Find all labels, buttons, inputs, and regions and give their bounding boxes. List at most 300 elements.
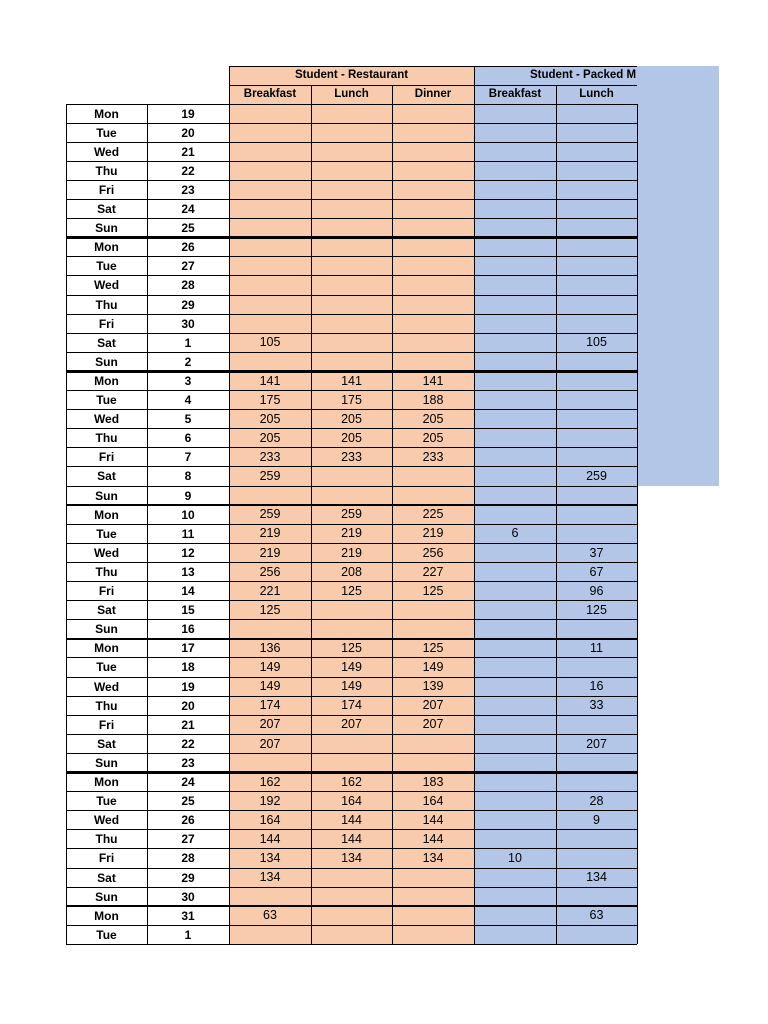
meal-count-cell[interactable] — [392, 104, 474, 123]
meal-count-cell[interactable]: 141 — [341, 373, 362, 388]
meal-count-cell[interactable] — [311, 868, 392, 887]
meal-count-cell[interactable] — [311, 486, 392, 505]
row-day[interactable]: Tue — [96, 660, 117, 675]
meal-count-cell[interactable]: 256 — [259, 564, 281, 579]
meal-count-cell[interactable]: 207 — [422, 698, 444, 713]
meal-count-cell[interactable] — [229, 257, 311, 276]
meal-count-cell[interactable] — [474, 238, 556, 257]
meal-count-cell[interactable]: 205 — [259, 411, 281, 426]
group-header-restaurant[interactable]: Student - Restaurant — [294, 68, 409, 81]
meal-count-cell[interactable]: 125 — [422, 641, 444, 656]
row-day[interactable]: Sat — [97, 870, 116, 885]
meal-count-cell[interactable]: 164 — [422, 793, 444, 808]
meal-count-cell[interactable]: 105 — [259, 335, 281, 350]
row-day[interactable]: Thu — [95, 431, 118, 446]
column-header-lunch-packed[interactable]: Lunch — [579, 87, 614, 100]
meal-count-cell[interactable] — [392, 887, 474, 906]
meal-count-cell[interactable] — [474, 562, 556, 581]
meal-count-cell[interactable] — [229, 620, 311, 639]
meal-count-cell[interactable] — [556, 142, 637, 161]
meal-count-cell[interactable]: 259 — [259, 507, 281, 522]
meal-count-cell[interactable]: 259 — [586, 469, 607, 484]
row-day[interactable]: Mon — [94, 373, 119, 388]
meal-count-cell[interactable]: 219 — [341, 545, 362, 560]
meal-count-cell[interactable] — [556, 505, 637, 524]
row-date[interactable]: 16 — [181, 622, 195, 637]
meal-count-cell[interactable]: 221 — [259, 583, 281, 598]
row-day[interactable]: Sun — [95, 622, 118, 637]
meal-count-cell[interactable] — [229, 104, 311, 123]
row-day[interactable]: Sat — [97, 603, 116, 618]
row-day[interactable]: Tue — [96, 259, 117, 274]
meal-count-cell[interactable]: 205 — [341, 430, 362, 445]
meal-count-cell[interactable] — [392, 276, 474, 295]
meal-count-cell[interactable] — [311, 295, 392, 314]
meal-count-cell[interactable] — [474, 696, 556, 715]
meal-count-cell[interactable]: 141 — [422, 373, 444, 388]
meal-count-cell[interactable] — [229, 123, 311, 142]
meal-count-cell[interactable] — [311, 257, 392, 276]
meal-count-cell[interactable] — [474, 410, 556, 429]
meal-count-cell[interactable]: 28 — [589, 793, 604, 808]
meal-count-cell[interactable] — [311, 104, 392, 123]
meal-count-cell[interactable]: 136 — [259, 641, 281, 656]
meal-count-cell[interactable]: 256 — [422, 545, 444, 560]
meal-count-cell[interactable] — [474, 639, 556, 658]
row-day[interactable]: Fri — [98, 182, 115, 197]
row-date[interactable]: 27 — [181, 832, 195, 847]
meal-count-cell[interactable]: 134 — [341, 851, 362, 866]
meal-count-cell[interactable]: 164 — [341, 793, 362, 808]
meal-count-cell[interactable]: 96 — [589, 583, 604, 598]
row-day[interactable]: Fri — [98, 450, 115, 465]
meal-count-cell[interactable] — [474, 104, 556, 123]
meal-count-cell[interactable] — [556, 238, 637, 257]
meal-count-cell[interactable] — [311, 142, 392, 161]
meal-count-cell[interactable]: 134 — [259, 851, 281, 866]
meal-count-cell[interactable]: 16 — [589, 679, 604, 694]
meal-count-cell[interactable]: 208 — [341, 564, 362, 579]
meal-count-cell[interactable] — [229, 219, 311, 238]
meal-count-cell[interactable] — [474, 257, 556, 276]
row-date[interactable]: 17 — [181, 641, 195, 656]
meal-count-cell[interactable] — [474, 868, 556, 887]
meal-count-cell[interactable] — [474, 352, 556, 371]
meal-count-cell[interactable]: 188 — [422, 392, 444, 407]
meal-count-cell[interactable]: 144 — [341, 812, 362, 827]
row-date[interactable]: 12 — [181, 545, 195, 560]
meal-count-cell[interactable]: 144 — [341, 832, 362, 847]
meal-count-cell[interactable] — [474, 391, 556, 410]
row-date[interactable]: 6 — [184, 431, 192, 446]
meal-count-cell[interactable] — [392, 238, 474, 257]
meal-count-cell[interactable] — [556, 200, 637, 219]
meal-count-cell[interactable]: 174 — [341, 698, 362, 713]
row-day[interactable]: Thu — [95, 832, 118, 847]
meal-count-cell[interactable]: 219 — [259, 545, 281, 560]
meal-count-cell[interactable] — [556, 219, 637, 238]
column-header-dinner-restaurant[interactable]: Dinner — [414, 87, 452, 100]
meal-count-cell[interactable] — [474, 200, 556, 219]
row-date[interactable]: 29 — [181, 870, 195, 885]
meal-count-cell[interactable] — [474, 429, 556, 448]
row-day[interactable]: Thu — [95, 163, 118, 178]
column-header-breakfast-packed[interactable]: Breakfast — [488, 87, 542, 100]
meal-count-cell[interactable] — [392, 123, 474, 142]
meal-count-cell[interactable] — [474, 792, 556, 811]
row-day[interactable]: Wed — [93, 813, 120, 828]
meal-count-cell[interactable]: 144 — [422, 832, 444, 847]
row-day[interactable]: Mon — [94, 507, 119, 522]
meal-count-cell[interactable] — [556, 849, 637, 868]
meal-count-cell[interactable]: 134 — [422, 851, 444, 866]
row-day[interactable]: Tue — [96, 125, 117, 140]
row-date[interactable]: 20 — [181, 698, 195, 713]
meal-count-cell[interactable]: 174 — [259, 698, 281, 713]
row-day[interactable]: Wed — [93, 679, 120, 694]
meal-count-cell[interactable]: 225 — [422, 507, 444, 522]
row-day[interactable]: Fri — [98, 851, 115, 866]
meal-count-cell[interactable] — [311, 887, 392, 906]
meal-count-cell[interactable] — [556, 391, 637, 410]
meal-count-cell[interactable] — [392, 352, 474, 371]
meal-count-cell[interactable] — [229, 238, 311, 257]
meal-count-cell[interactable] — [474, 333, 556, 352]
row-date[interactable]: 22 — [181, 163, 195, 178]
meal-count-cell[interactable] — [229, 142, 311, 161]
meal-count-cell[interactable]: 207 — [341, 717, 362, 732]
meal-count-cell[interactable] — [311, 620, 392, 639]
row-date[interactable]: 25 — [181, 794, 195, 809]
meal-count-cell[interactable]: 164 — [259, 812, 281, 827]
row-date[interactable]: 23 — [181, 755, 195, 770]
row-date[interactable]: 20 — [181, 125, 195, 140]
meal-count-cell[interactable] — [392, 868, 474, 887]
meal-count-cell[interactable]: 67 — [589, 564, 604, 579]
row-date[interactable]: 10 — [181, 507, 195, 522]
meal-count-cell[interactable] — [474, 161, 556, 180]
meal-count-cell[interactable] — [392, 161, 474, 180]
row-date[interactable]: 5 — [184, 412, 192, 427]
meal-count-cell[interactable]: 134 — [586, 870, 607, 885]
row-day[interactable]: Sat — [97, 736, 116, 751]
meal-count-cell[interactable]: 125 — [586, 602, 607, 617]
meal-count-cell[interactable] — [474, 467, 556, 486]
meal-count-cell[interactable]: 149 — [422, 660, 444, 675]
meal-count-cell[interactable] — [311, 123, 392, 142]
meal-count-cell[interactable] — [556, 257, 637, 276]
meal-count-cell[interactable] — [392, 219, 474, 238]
row-date[interactable]: 26 — [181, 240, 195, 255]
meal-count-cell[interactable] — [229, 887, 311, 906]
meal-count-cell[interactable] — [229, 314, 311, 333]
row-date[interactable]: 28 — [181, 851, 195, 866]
row-day[interactable]: Tue — [96, 526, 117, 541]
row-day[interactable]: Sun — [95, 354, 118, 369]
meal-count-cell[interactable]: 219 — [422, 526, 444, 541]
row-day[interactable]: Sun — [95, 488, 118, 503]
meal-count-cell[interactable] — [474, 753, 556, 772]
row-date[interactable]: 7 — [184, 450, 192, 465]
meal-count-cell[interactable] — [229, 295, 311, 314]
meal-count-cell[interactable] — [311, 219, 392, 238]
meal-count-cell[interactable] — [474, 620, 556, 639]
meal-count-cell[interactable] — [474, 371, 556, 390]
row-day[interactable]: Wed — [93, 278, 120, 293]
meal-count-cell[interactable] — [474, 486, 556, 505]
meal-count-cell[interactable] — [474, 448, 556, 467]
meal-count-cell[interactable]: 162 — [259, 774, 281, 789]
row-date[interactable]: 1 — [184, 927, 192, 942]
meal-count-cell[interactable]: 227 — [422, 564, 444, 579]
row-date[interactable]: 19 — [181, 679, 195, 694]
row-date[interactable]: 14 — [181, 584, 195, 599]
row-date[interactable]: 2 — [184, 354, 192, 369]
row-day[interactable]: Mon — [94, 106, 119, 121]
meal-count-cell[interactable]: 125 — [422, 583, 444, 598]
meal-count-cell[interactable] — [392, 753, 474, 772]
meal-count-cell[interactable]: 125 — [341, 583, 362, 598]
meal-count-cell[interactable]: 207 — [422, 717, 444, 732]
row-date[interactable]: 15 — [181, 603, 195, 618]
row-day[interactable]: Sun — [95, 755, 118, 770]
row-date[interactable]: 9 — [184, 488, 192, 503]
meal-count-cell[interactable] — [392, 180, 474, 199]
meal-count-cell[interactable] — [474, 142, 556, 161]
meal-count-cell[interactable] — [392, 601, 474, 620]
meal-count-cell[interactable] — [474, 123, 556, 142]
meal-count-cell[interactable] — [556, 352, 637, 371]
meal-count-cell[interactable]: 10 — [508, 851, 522, 866]
row-date[interactable]: 25 — [181, 221, 195, 236]
meal-count-cell[interactable] — [311, 734, 392, 753]
meal-count-cell[interactable] — [556, 620, 637, 639]
meal-count-cell[interactable]: 63 — [263, 908, 277, 923]
row-day[interactable]: Wed — [93, 545, 120, 560]
meal-count-cell[interactable] — [556, 276, 637, 295]
row-date[interactable]: 31 — [181, 908, 195, 923]
meal-count-cell[interactable] — [392, 486, 474, 505]
meal-count-cell[interactable] — [474, 887, 556, 906]
meal-count-cell[interactable] — [556, 429, 637, 448]
meal-count-cell[interactable] — [392, 295, 474, 314]
meal-count-cell[interactable] — [474, 811, 556, 830]
meal-count-cell[interactable] — [474, 658, 556, 677]
meal-count-cell[interactable] — [556, 658, 637, 677]
meal-count-cell[interactable] — [556, 123, 637, 142]
row-day[interactable]: Fri — [98, 584, 115, 599]
meal-count-cell[interactable]: 139 — [422, 679, 444, 694]
meal-count-cell[interactable] — [474, 773, 556, 792]
meal-count-cell[interactable] — [311, 352, 392, 371]
meal-count-cell[interactable] — [556, 715, 637, 734]
meal-count-cell[interactable]: 205 — [422, 430, 444, 445]
meal-count-cell[interactable]: 144 — [259, 832, 281, 847]
meal-count-cell[interactable]: 205 — [259, 430, 281, 445]
meal-count-cell[interactable]: 259 — [341, 507, 362, 522]
meal-count-cell[interactable] — [311, 238, 392, 257]
meal-count-cell[interactable] — [392, 467, 474, 486]
meal-count-cell[interactable] — [311, 200, 392, 219]
meal-count-cell[interactable]: 37 — [589, 545, 604, 560]
meal-count-cell[interactable] — [229, 925, 311, 944]
meal-count-cell[interactable]: 149 — [341, 660, 362, 675]
meal-count-cell[interactable] — [556, 753, 637, 772]
row-date[interactable]: 24 — [181, 202, 195, 217]
row-date[interactable]: 1 — [184, 335, 192, 350]
meal-count-cell[interactable] — [474, 505, 556, 524]
meal-count-cell[interactable] — [392, 314, 474, 333]
meal-count-cell[interactable]: 149 — [341, 679, 362, 694]
meal-count-cell[interactable]: 207 — [259, 736, 281, 751]
meal-count-cell[interactable] — [392, 620, 474, 639]
row-day[interactable]: Sun — [95, 889, 118, 904]
meal-count-cell[interactable] — [474, 925, 556, 944]
meal-count-cell[interactable]: 219 — [259, 526, 281, 541]
meal-count-cell[interactable]: 9 — [593, 812, 600, 827]
row-date[interactable]: 30 — [181, 316, 195, 331]
meal-count-cell[interactable] — [474, 906, 556, 925]
meal-count-cell[interactable] — [474, 219, 556, 238]
meal-count-cell[interactable] — [474, 314, 556, 333]
row-date[interactable]: 19 — [181, 106, 195, 121]
meal-count-cell[interactable]: 175 — [259, 392, 281, 407]
row-day[interactable]: Fri — [98, 717, 115, 732]
row-date[interactable]: 21 — [181, 717, 195, 732]
meal-count-cell[interactable] — [556, 104, 637, 123]
meal-count-cell[interactable] — [229, 200, 311, 219]
row-day[interactable]: Mon — [94, 641, 119, 656]
meal-count-cell[interactable]: 33 — [589, 698, 604, 713]
meal-count-cell[interactable]: 205 — [341, 411, 362, 426]
meal-count-cell[interactable] — [474, 715, 556, 734]
meal-count-cell[interactable] — [311, 601, 392, 620]
meal-count-cell[interactable] — [556, 314, 637, 333]
row-date[interactable]: 30 — [181, 889, 195, 904]
meal-count-cell[interactable]: 6 — [511, 526, 519, 541]
row-date[interactable]: 23 — [181, 182, 195, 197]
meal-count-cell[interactable] — [311, 161, 392, 180]
meal-count-cell[interactable] — [311, 925, 392, 944]
meal-count-cell[interactable] — [311, 314, 392, 333]
row-date[interactable]: 11 — [181, 526, 195, 541]
meal-count-cell[interactable] — [556, 295, 637, 314]
meal-count-cell[interactable] — [229, 486, 311, 505]
meal-count-cell[interactable] — [392, 333, 474, 352]
row-day[interactable]: Tue — [96, 927, 117, 942]
meal-count-cell[interactable]: 141 — [259, 373, 281, 388]
meal-count-cell[interactable]: 11 — [590, 641, 603, 656]
row-date[interactable]: 26 — [181, 813, 195, 828]
meal-count-cell[interactable]: 183 — [422, 774, 444, 789]
meal-count-cell[interactable] — [474, 601, 556, 620]
row-day[interactable]: Wed — [93, 412, 120, 427]
meal-count-cell[interactable]: 125 — [341, 641, 362, 656]
row-day[interactable]: Tue — [96, 794, 117, 809]
row-day[interactable]: Thu — [95, 564, 118, 579]
meal-count-cell[interactable] — [556, 448, 637, 467]
meal-count-cell[interactable]: 162 — [341, 774, 362, 789]
meal-count-cell[interactable] — [311, 467, 392, 486]
meal-count-cell[interactable] — [474, 677, 556, 696]
meal-count-cell[interactable] — [556, 371, 637, 390]
row-date[interactable]: 13 — [181, 564, 195, 579]
row-day[interactable]: Thu — [95, 698, 118, 713]
meal-count-cell[interactable] — [474, 543, 556, 562]
meal-count-cell[interactable] — [556, 524, 637, 543]
row-day[interactable]: Sun — [95, 221, 118, 236]
row-date[interactable]: 21 — [181, 144, 195, 159]
meal-count-cell[interactable] — [556, 486, 637, 505]
row-date[interactable]: 22 — [181, 736, 195, 751]
meal-count-cell[interactable]: 233 — [341, 450, 362, 465]
meal-count-cell[interactable] — [474, 582, 556, 601]
meal-count-cell[interactable] — [311, 753, 392, 772]
meal-count-cell[interactable] — [556, 830, 637, 849]
meal-count-cell[interactable] — [474, 830, 556, 849]
meal-count-cell[interactable] — [474, 734, 556, 753]
meal-count-cell[interactable]: 207 — [586, 736, 607, 751]
meal-count-cell[interactable]: 192 — [259, 793, 281, 808]
meal-count-cell[interactable] — [229, 352, 311, 371]
meal-count-cell[interactable]: 63 — [589, 908, 604, 923]
meal-count-cell[interactable]: 149 — [259, 660, 281, 675]
meal-count-cell[interactable] — [392, 925, 474, 944]
meal-count-cell[interactable]: 205 — [422, 411, 444, 426]
meal-count-cell[interactable]: 149 — [259, 679, 281, 694]
meal-count-cell[interactable]: 125 — [259, 602, 281, 617]
meal-count-cell[interactable] — [392, 257, 474, 276]
meal-count-cell[interactable]: 259 — [259, 469, 281, 484]
row-day[interactable]: Wed — [93, 144, 120, 159]
row-date[interactable]: 18 — [181, 660, 195, 675]
meal-count-cell[interactable] — [392, 200, 474, 219]
meal-count-cell[interactable] — [556, 887, 637, 906]
meal-count-cell[interactable] — [392, 734, 474, 753]
meal-count-cell[interactable] — [311, 906, 392, 925]
row-day[interactable]: Mon — [94, 775, 119, 790]
meal-count-cell[interactable]: 233 — [259, 450, 281, 465]
meal-count-cell[interactable]: 175 — [341, 392, 362, 407]
row-date[interactable]: 28 — [181, 278, 195, 293]
meal-count-cell[interactable] — [392, 142, 474, 161]
meal-count-cell[interactable]: 134 — [259, 870, 281, 885]
meal-count-cell[interactable] — [311, 333, 392, 352]
column-header-lunch-restaurant[interactable]: Lunch — [334, 87, 369, 100]
meal-count-cell[interactable]: 207 — [259, 717, 281, 732]
row-day[interactable]: Mon — [94, 240, 119, 255]
row-day[interactable]: Tue — [96, 393, 117, 408]
row-day[interactable]: Fri — [98, 316, 115, 331]
meal-count-cell[interactable] — [556, 925, 637, 944]
meal-count-cell[interactable] — [556, 180, 637, 199]
row-day[interactable]: Sat — [97, 335, 116, 350]
row-day[interactable]: Mon — [94, 908, 119, 923]
row-date[interactable]: 8 — [184, 469, 192, 484]
row-day[interactable]: Sat — [97, 202, 116, 217]
meal-count-cell[interactable] — [229, 161, 311, 180]
row-day[interactable]: Thu — [95, 297, 118, 312]
meal-count-cell[interactable]: 233 — [422, 450, 444, 465]
meal-count-cell[interactable] — [556, 161, 637, 180]
group-header-packed[interactable]: Student - Packed M — [530, 68, 637, 81]
row-date[interactable]: 4 — [184, 393, 192, 408]
meal-count-cell[interactable] — [556, 773, 637, 792]
meal-count-cell[interactable] — [229, 753, 311, 772]
meal-count-cell[interactable] — [311, 276, 392, 295]
meal-count-cell[interactable]: 219 — [341, 526, 362, 541]
meal-count-cell[interactable] — [556, 410, 637, 429]
